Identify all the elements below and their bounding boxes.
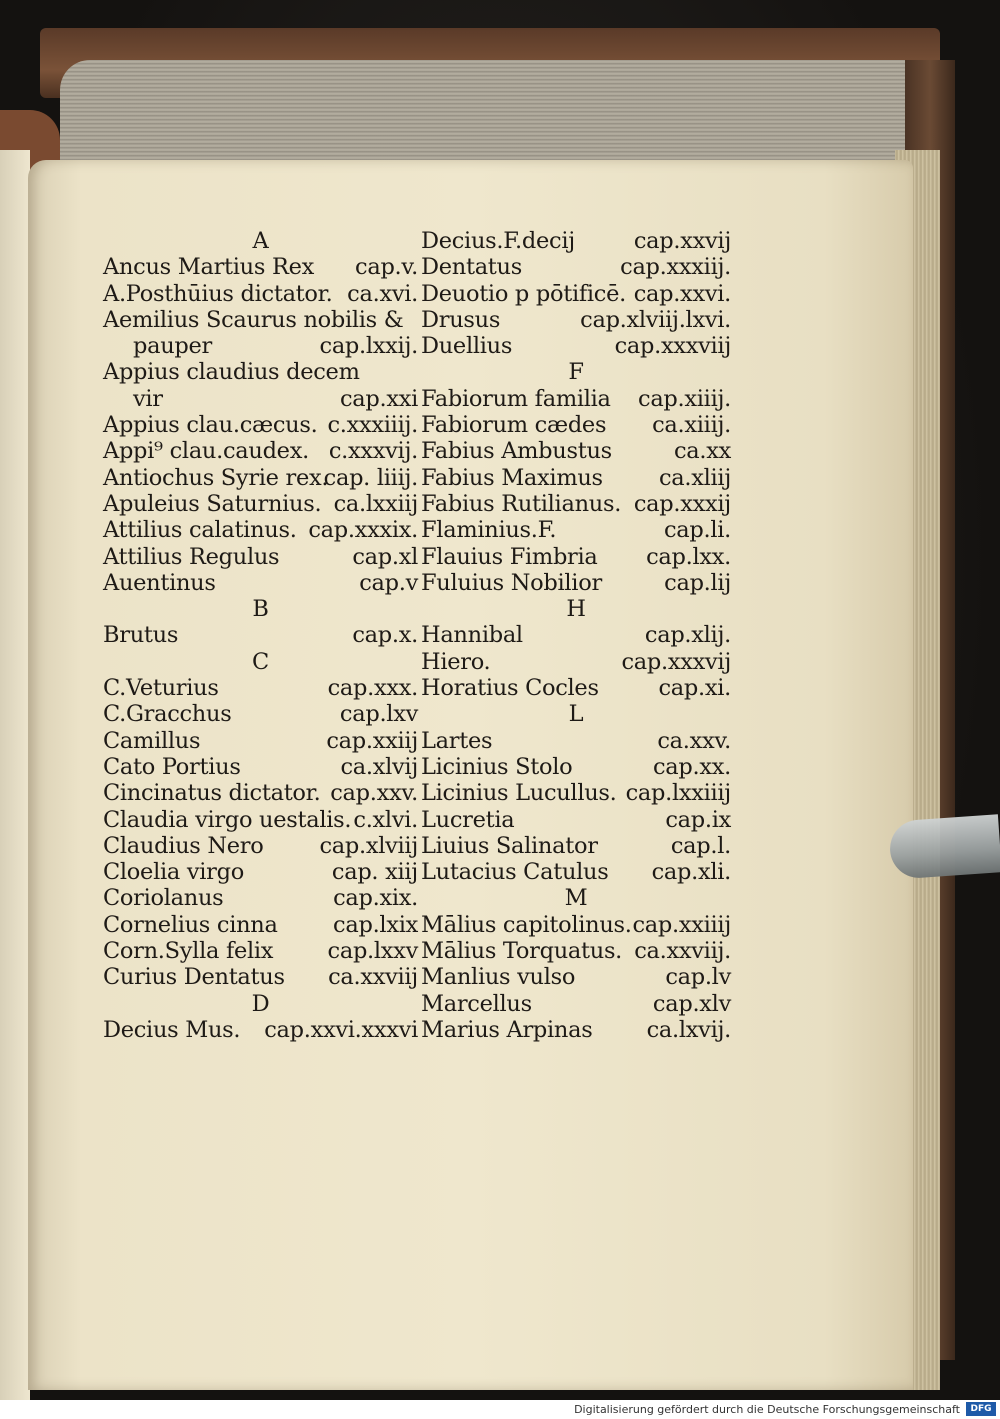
entry-chapter-ref: cap.lij [664,569,731,596]
entry-name: Curius Dentatus [103,964,285,991]
entry-name: Flaminius.F. [421,517,557,544]
entry-name: Cato Portius [103,753,241,780]
index-entry [421,859,731,885]
entry-chapter-ref: cap.xxxiij. [620,254,731,281]
entry-chapter-ref: ca.xiiij. [652,412,731,439]
index-entry [421,254,731,280]
entry-chapter-ref: cap.xxvi. [633,280,731,307]
entry-chapter-ref: cap.xlij. [644,622,731,649]
entry-chapter-ref: cap.lv [665,964,731,991]
entry-name: Appius clau.cæcus. [103,412,318,439]
entry-name: vir [133,385,163,412]
entry-chapter-ref: ca.xliij [658,464,731,491]
entry-name: A.Posthūius dictator. [103,280,333,307]
index-entry [103,754,418,780]
entry-chapter-ref: ca.lxvij. [646,1016,731,1043]
entry-chapter-ref: cap.xlv [652,990,731,1017]
index-entry [421,412,731,438]
entry-name: pauper [133,333,212,360]
index-entry [103,780,418,806]
index-entry [103,701,418,727]
entry-chapter-ref: ca.xvi. [347,280,418,307]
left-page-edge [0,150,30,1400]
entry-name: Drusus [421,306,501,333]
index-entry [421,833,731,859]
dfg-logo: DFG [966,1402,996,1416]
entry-chapter-ref: cap.l. [670,832,731,859]
entry-chapter-ref: ca.lxxiij [333,490,418,517]
index-entry [421,649,731,675]
entry-name: Ancus Martius Rex [103,254,315,281]
index-entry [103,254,418,280]
index-entry [103,675,418,701]
entry-name: Duellius [421,333,513,360]
entry-chapter-ref: cap.x. [352,622,418,649]
entry-chapter-ref: cap.xli. [651,859,731,886]
index-section-letter: C [252,648,269,675]
entry-chapter-ref: cap.lxix [333,911,418,938]
index-entry [103,491,418,517]
index-entry [103,859,418,885]
entry-chapter-ref: cap.v. [355,254,418,281]
entry-chapter-ref: cap.xxxvij [621,648,731,675]
index-entry [103,438,418,464]
entry-name: Cincinatus dictator. [103,780,321,807]
index-entry [103,885,418,911]
index-section-letter: D [251,990,270,1017]
entry-name: Corn.Sylla felix [103,938,274,965]
entry-name: Hiero. [421,648,491,675]
index-entry [103,622,418,648]
index-entry [103,281,418,307]
entry-name: Decius.F.decij [421,228,575,254]
entry-chapter-ref: cap.xlviij.lxvi. [580,306,731,333]
index-entry [103,333,418,359]
index-entry [421,622,731,648]
index-entry [421,912,731,938]
index-section-letter: A [252,228,269,254]
digitization-footer [0,1400,1000,1419]
index-column-right [421,228,731,1043]
metal-clip [888,814,1000,880]
index-entry [103,307,418,333]
entry-name: Marcellus [421,990,532,1017]
entry-chapter-ref: ca.xxviij. [634,938,731,965]
entry-name: C.Gracchus [103,701,232,728]
index-entry [103,833,418,859]
entry-chapter-ref: cap.lxxiiij [625,780,731,807]
entry-chapter-ref: cap.xl [352,543,418,570]
entry-chapter-ref: cap.lxx. [646,543,731,570]
entry-chapter-ref: cap. xiij [331,859,418,886]
index-section-letter: L [568,701,584,728]
index-entry [421,228,731,254]
entry-chapter-ref: cap.xxiiij [632,911,731,938]
index-entry [421,1017,731,1043]
entry-chapter-ref: c.xxxiiij. [327,412,418,439]
entry-chapter-ref: cap.xi. [658,675,731,702]
footer-credit: Digitalisierung gefördert durch die Deutsche Forschungsgemeinschaft [574,1403,960,1416]
index-entry [421,570,731,596]
entry-name: Lucretia [421,806,515,833]
entry-name: Antiochus Syrie rex. [103,464,329,491]
entry-name: Auentinus [103,569,216,596]
entry-name: Fabiorum familia [421,385,611,412]
entry-name: Licinius Lucullus. [421,780,617,807]
entry-name: Liuius Salinator [421,832,598,859]
index-entry [103,386,418,412]
index-entry [421,465,731,491]
entry-chapter-ref: cap.xix. [333,885,418,912]
index-entry [103,544,418,570]
entry-name: Appius claudius decem [103,359,360,386]
index-entry [421,675,731,701]
index-entry [103,938,418,964]
entry-chapter-ref: cap.xxxix. [308,517,418,544]
entry-chapter-ref: cap. liiij. [323,464,418,491]
entry-name: Cloelia virgo [103,859,244,886]
entry-name: Cornelius cinna [103,911,278,938]
index-entry [103,728,418,754]
entry-name: Apuleius Saturnius. [103,490,322,517]
entry-name: Fabius Rutilianus. [421,490,622,517]
index-entry [103,412,418,438]
index-entry [103,517,418,543]
entry-chapter-ref: cap.lxxij. [319,333,418,360]
entry-name: Claudius Nero [103,832,264,859]
entry-name: Lartes [421,727,493,754]
index-section-letter: H [566,596,586,623]
entry-name: Decius Mus. [103,1016,241,1043]
index-entry [421,438,731,464]
index-entry [103,465,418,491]
index-entry [103,359,418,385]
entry-chapter-ref: cap.xxx. [327,675,418,702]
entry-name: Deuotio p pōtificē. [421,280,626,307]
entry-name: Claudia virgo uestalis. [103,806,352,833]
index-section-letter: B [252,596,269,623]
entry-name: Fuluius Nobilior [421,569,602,596]
entry-name: Licinius Stolo [421,753,573,780]
index-entry [103,964,418,990]
index-section-letter: M [564,885,588,912]
entry-chapter-ref: cap.xxxij [633,490,731,517]
index-entry [421,333,731,359]
index-column-left [103,228,418,1043]
entry-chapter-ref: cap.xxv. [330,780,418,807]
entry-chapter-ref: cap.xxvij [633,228,731,254]
entry-chapter-ref: cap.xiiij. [638,385,731,412]
entry-chapter-ref: c.xxxvij. [328,438,418,465]
entry-name: Appi⁹ clau.caudex. [103,438,309,465]
entry-chapter-ref: ca.xxviij [328,964,418,991]
index-entry [421,938,731,964]
entry-name: Attilius Regulus [103,543,280,570]
index-entry [421,807,731,833]
entry-chapter-ref: ca.xx [673,438,731,465]
entry-name: Attilius calatinus. [103,517,297,544]
entry-name: Manlius vulso [421,964,576,991]
entry-name: C.Veturius [103,675,219,702]
entry-name: Horatius Cocles [421,675,599,702]
index-entry [421,491,731,517]
index-entry [103,912,418,938]
entry-chapter-ref: cap.xxxviij [614,333,731,360]
index-entry [421,728,731,754]
index-entry [421,780,731,806]
entry-chapter-ref: cap.xxi [339,385,418,412]
entry-name: Mālius Torquatus. [421,938,623,965]
index-entry [421,754,731,780]
entry-name: Mālius capitolinus. [421,911,632,938]
entry-chapter-ref: cap.ix [665,806,731,833]
entry-chapter-ref: ca.xxv. [657,727,731,754]
entry-name: Fabius Maximus [421,464,603,491]
index-entry [421,386,731,412]
entry-name: Fabius Ambustus [421,438,612,465]
index-entry [421,544,731,570]
entry-chapter-ref: cap.lxv [339,701,418,728]
index-entry [421,517,731,543]
entry-chapter-ref: c.xlvi. [353,806,418,833]
entry-chapter-ref: cap.xxvi.xxxvi [264,1016,418,1043]
index-entry [421,281,731,307]
entry-chapter-ref: ca.xlvij [340,753,418,780]
entry-name: Flauius Fimbria [421,543,598,570]
entry-name: Brutus [103,622,179,649]
index-entry [421,307,731,333]
entry-chapter-ref: cap.li. [663,517,731,544]
entry-name: Marius Arpinas [421,1016,593,1043]
entry-chapter-ref: cap.xx. [652,753,731,780]
index-entry [103,570,418,596]
entry-name: Camillus [103,727,201,754]
entry-name: Hannibal [421,622,523,649]
entry-chapter-ref: cap.xxiij [326,727,418,754]
entry-name: Fabiorum cædes [421,412,607,439]
entry-name: Aemilius Scaurus nobilis & [103,306,404,333]
index-entry [421,964,731,990]
entry-chapter-ref: cap.xlviij [319,832,418,859]
entry-name: Lutacius Catulus [421,859,609,886]
index-section-letter: F [568,359,584,386]
index-entry [421,991,731,1017]
index-entry [103,807,418,833]
index-entry [103,1017,418,1043]
entry-chapter-ref: cap.v [359,569,418,596]
entry-name: Dentatus [421,254,522,281]
entry-chapter-ref: cap.lxxv [327,938,418,965]
entry-name: Coriolanus [103,885,224,912]
